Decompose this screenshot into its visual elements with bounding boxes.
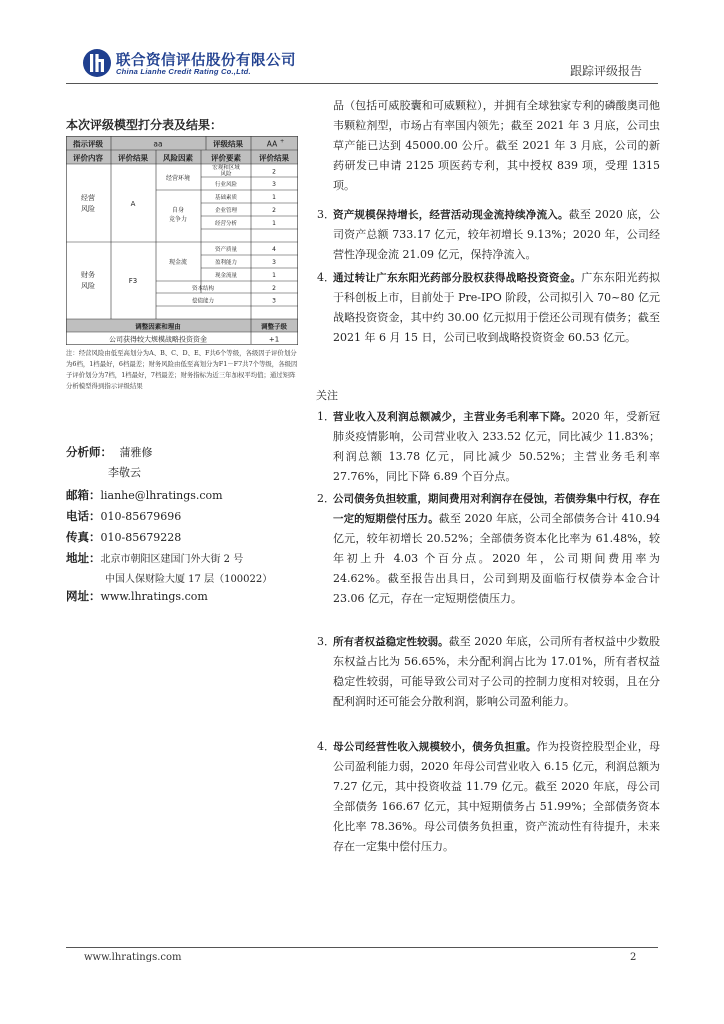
phone-value: 010-85679696 — [100, 510, 182, 523]
score-asset-quality: 4 — [272, 246, 276, 253]
address-label: 地址： — [66, 551, 101, 565]
col-header-element: 评价要素 — [211, 153, 241, 163]
element-macro-1: 宏观和区域 — [212, 165, 240, 171]
group-content-financial-2: 风险 — [81, 282, 95, 290]
concern-bold-2: 公司债务负担较重，期间费用对利润存在侵蚀，若债券集中行权，存在一定的短期偿付压力。 — [333, 493, 660, 525]
element-management: 企业管理 — [214, 208, 238, 214]
score-industry: 3 — [272, 181, 276, 188]
concern-text-1 — [333, 407, 660, 487]
col-header-result: 评价结果 — [118, 153, 148, 163]
element-basic-quality: 基础素质 — [214, 195, 238, 201]
strength-body-4: 广东东阳光药拟于科创板上市，目前处于 Pre-IPO 阶段，公司拟引入 70~80 亿元战略投资资金，其中约 30.00 亿元拟用于偿还公司现有债务；截至 2021 年 6 月 15 日，公司已收到战略投资资金 60.53 亿元。 — [333, 271, 661, 344]
factor-solvency: 偿债能力 — [191, 298, 215, 305]
footer-divider — [66, 947, 658, 948]
indicator-label: 指示评级 — [73, 139, 103, 149]
concern-item-3 — [316, 632, 660, 712]
email-value[interactable]: lianhe@lhratings.com — [100, 489, 223, 502]
factor-competitiveness-1: 自身 — [171, 207, 185, 214]
col-header-content: 评价内容 — [73, 153, 103, 163]
factor-competitiveness-2: 竞争力 — [168, 216, 188, 223]
score-macro: 2 — [272, 168, 276, 176]
rating-table-title: 本次评级模型打分表及结果： — [66, 118, 223, 132]
phone-row — [66, 508, 181, 524]
adjust-value: +1 — [268, 335, 280, 344]
adjust-header: 调整因素和理由 — [135, 322, 181, 331]
concern-body-3: 截至 2020 年底，公司所有者权益中少数股东权益占比为 56.65%，未分配利润占比为 17.01%，所有者权益稳定性较弱，可能导致公司对子公司的控制力度相对较弱，且在分配利润时还可能会分散利润，影响公司盈利能力。 — [333, 635, 660, 708]
element-asset-quality: 资产质量 — [214, 247, 238, 253]
analyst-label: 分析师： — [66, 445, 112, 459]
table-note: 注：经营风险由低至高划分为A、B、C、D、E、F共6个等级，各级因子评价划分为6档，1档最好，6档最差；财务风险由低至高划分为F1－F7共7个等级，各级因子评价划分为7档，1档最好，7档最差；财务指标为近三年加权平均值；通过矩阵分析模型得到指示评级结果 — [66, 349, 298, 390]
analyst-row — [66, 444, 153, 460]
result-value: AA — [266, 139, 278, 149]
col-header-score: 评价结果 — [259, 153, 289, 163]
strength-continued-paragraph — [316, 96, 660, 196]
group-result-operating: A — [130, 200, 136, 208]
strength-text-4 — [333, 268, 660, 348]
concern-item-4 — [316, 737, 660, 857]
element-profitability: 盈利能力 — [214, 260, 238, 266]
element-operation: 经营分析 — [214, 221, 238, 227]
strength-continued-text: 品（包括可威胶囊和可威颗粒），并拥有全球独家专利的磷酸奥司他韦颗粒剂型，市场占有率国内领先；截至 2021 年 3 月底，公司虫草产能已达到 45000.00 公斤。截至 2021 年 3 月底，公司的新药研发已申请 2125 项医药专利，其中授权 839 项，受理 1315 项。 — [333, 99, 660, 192]
indicator-value: aa — [153, 139, 163, 149]
company-name-cn: 联合资信评估股份有限公司 — [116, 53, 296, 69]
factor-capital-structure: 资本结构 — [191, 286, 215, 292]
score-capital-structure: 2 — [272, 285, 276, 292]
concern-text-2 — [333, 489, 660, 609]
factor-cashflow: 现金流 — [168, 259, 188, 266]
concerns-title: 关注 — [316, 389, 338, 402]
concern-num-4: 4． — [317, 740, 335, 753]
analyst-name-2: 李敬云 — [108, 466, 141, 479]
report-type: 跟踪评级报告 — [569, 64, 642, 78]
page-number: 2 — [630, 952, 637, 963]
score-management: 2 — [272, 207, 276, 214]
element-cashflow-amount: 现金流量 — [214, 273, 238, 279]
right-column — [316, 96, 660, 946]
strength-bold-3: 资产规模保持增长，经营活动现金流持续净流入。 — [333, 209, 569, 221]
score-operation: 1 — [272, 220, 276, 227]
concern-body-4: 作为投资控股型企业，母公司盈利能力弱，2020 年母公司营业收入 6.15 亿元，利润总额为 7.27 亿元，其中投资收益 11.79 亿元。截至 2020 年底，母公司全部债务 166.67 亿元，其中短期债务占 51.99%；全部债务资本化比率 78.36%。母公司债务负担重，资产流动性有待提升，未来存在一定集中偿付压力。 — [333, 740, 661, 853]
concern-num-2: 2． — [317, 492, 335, 505]
table-grid — [66, 136, 298, 345]
concern-text-4 — [333, 737, 660, 857]
fax-row — [66, 529, 181, 545]
strength-body-3: 截至 2020 底，公司资产总额 733.17 亿元，较年初增长 9.13%；2020 年，公司经营性净现金流 21.09 亿元，保持净流入。 — [333, 208, 660, 261]
concern-body-2: 截至 2020 年底，公司全部债务合计 410.94 亿元，较年初增长 20.52%；全部债务资本化比率为 61.48%，较年初上升 4.03 个百分点。2020 年，公司期间费用率为 24.62%。截至报告出具日，公司到期及面临行权债券本金合计 23.06 亿元，存在一定短期偿债压力。 — [333, 512, 660, 605]
address-line-1: 北京市朝阳区建国门外大街 2 号 — [100, 554, 244, 565]
element-industry: 行业风险 — [214, 182, 238, 188]
address-line-2: 中国人保财险大厦 17 层（100022） — [105, 574, 273, 585]
analyst-name-1: 蒲雅修 — [119, 446, 153, 459]
strength-item-3 — [316, 205, 660, 265]
header-divider — [66, 83, 658, 84]
score-solvency: 3 — [272, 297, 276, 305]
col-header-factor: 风险因素 — [163, 153, 193, 163]
strength-num-3: 3． — [317, 208, 335, 221]
website-row — [66, 588, 208, 604]
element-macro-2: 风险 — [220, 171, 232, 178]
fax-label: 传真： — [66, 530, 101, 544]
strength-item-4 — [316, 268, 660, 348]
concern-body-1: 2020 年，受新冠肺炎疫情影响，公司营业收入 233.52 亿元，同比减少 11.83%；利润总额 13.78 亿元，同比减少 50.52%；主营业务毛利率 27.76%，同比下降 6.89 个百分点。 — [333, 410, 660, 483]
result-sup: + — [280, 138, 285, 145]
email-row — [66, 487, 223, 503]
score-basic-quality: 1 — [272, 194, 276, 201]
website-value[interactable]: www.lhratings.com — [100, 590, 208, 603]
rating-table-svg — [66, 136, 298, 345]
adjust-reason: 公司获得较大规模战略投资资金 — [109, 335, 207, 344]
strength-num-4: 4． — [317, 271, 335, 284]
group-content-operating-2: 风险 — [81, 205, 95, 213]
footer-website[interactable]: www.lhratings.com — [84, 952, 182, 963]
concern-bold-3: 所有者权益稳定性较弱。 — [333, 636, 449, 648]
concern-text-3 — [333, 632, 660, 712]
phone-label: 电话： — [66, 509, 101, 523]
rating-model-table — [66, 136, 298, 345]
factor-operating-env: 经营环境 — [165, 175, 191, 182]
company-name-en: China Lianhe Credit Rating Co.,Ltd. — [116, 67, 251, 76]
concern-item-1 — [316, 407, 660, 487]
adjust-level-header: 调整子级 — [261, 322, 287, 331]
result-label: 评级结果 — [213, 139, 243, 149]
group-content-financial-1: 财务 — [81, 271, 95, 279]
group-result-financial: F3 — [128, 277, 138, 285]
score-cashflow-amount: 1 — [272, 272, 276, 279]
score-profitability: 3 — [272, 259, 276, 266]
concern-item-2 — [316, 489, 660, 609]
group-content-operating-1: 经营 — [81, 194, 95, 202]
fax-value: 010-85679228 — [100, 531, 182, 544]
company-logo-icon — [82, 48, 112, 78]
concern-bold-4: 母公司经营性收入规模较小，债务负担重。 — [333, 741, 537, 753]
email-label: 邮箱： — [66, 488, 101, 502]
strength-bold-4: 通过转让广东东阳光药部分股权获得战略投资资金。 — [333, 272, 582, 284]
address-row — [66, 550, 243, 566]
strength-text-3 — [333, 205, 660, 265]
concern-num-3: 3． — [317, 635, 335, 648]
concern-bold-1: 营业收入及利润总额减少，主营业务毛利率下降。 — [333, 411, 572, 423]
website-label: 网址： — [66, 589, 101, 603]
concern-num-1: 1． — [317, 410, 335, 423]
